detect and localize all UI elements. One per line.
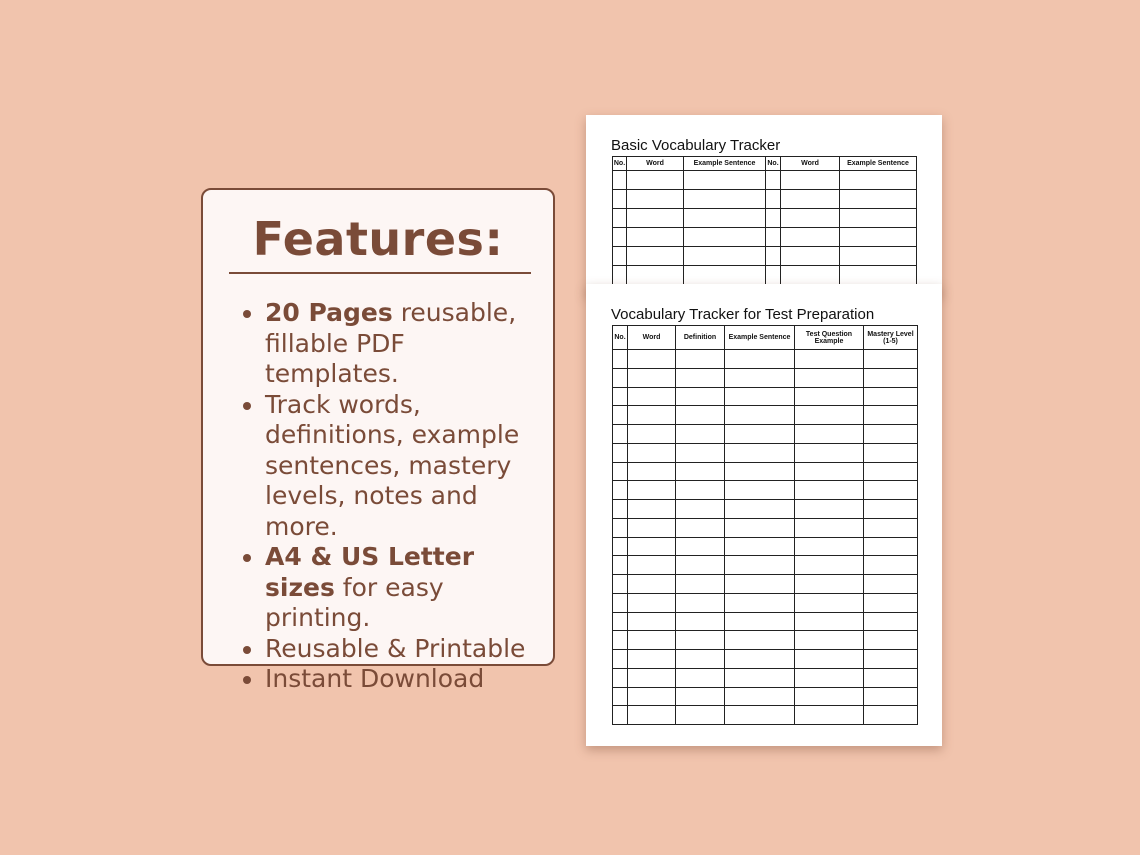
- blank-cell: [613, 500, 628, 519]
- blank-cell: [795, 425, 864, 444]
- blank-cell: [795, 612, 864, 631]
- blank-cell: [627, 266, 684, 285]
- sheet-title: Vocabulary Tracker for Test Preparation: [611, 306, 875, 323]
- blank-cell: [725, 500, 795, 519]
- blank-cell: [676, 687, 725, 706]
- feature-list: [243, 298, 545, 695]
- table-row: [613, 425, 918, 444]
- table-row: [613, 481, 918, 500]
- column-header: Word: [627, 157, 684, 171]
- blank-cell: [676, 706, 725, 725]
- blank-cell: [628, 668, 676, 687]
- sheet-title: Basic Vocabulary Tracker: [611, 137, 781, 154]
- blank-cell: [613, 368, 628, 387]
- blank-cell: [725, 687, 795, 706]
- blank-cell: [840, 266, 917, 285]
- table-row: [613, 575, 918, 594]
- blank-cell: [725, 537, 795, 556]
- blank-cell: [613, 687, 628, 706]
- blank-cell: [676, 518, 725, 537]
- blank-cell: [676, 556, 725, 575]
- blank-cell: [725, 518, 795, 537]
- blank-cell: [795, 350, 864, 369]
- blank-cell: [676, 462, 725, 481]
- blank-cell: [781, 266, 840, 285]
- blank-cell: [766, 247, 781, 266]
- feature-item: Instant Download: [243, 664, 545, 695]
- blank-cell: [725, 668, 795, 687]
- blank-cell: [725, 406, 795, 425]
- blank-cell: [684, 190, 766, 209]
- blank-cell: [613, 631, 628, 650]
- blank-cell: [676, 350, 725, 369]
- table-row: [613, 556, 918, 575]
- blank-cell: [725, 650, 795, 669]
- blank-cell: [795, 518, 864, 537]
- feature-item: A4 & US Letter sizes for easy printing.: [243, 542, 545, 634]
- blank-cell: [766, 228, 781, 247]
- blank-cell: [684, 171, 766, 190]
- table-row: [613, 266, 917, 285]
- blank-cell: [684, 266, 766, 285]
- blank-cell: [781, 247, 840, 266]
- blank-cell: [613, 556, 628, 575]
- blank-cell: [725, 350, 795, 369]
- blank-cell: [725, 368, 795, 387]
- blank-cell: [766, 190, 781, 209]
- table-row: [613, 209, 917, 228]
- table-row: [613, 368, 918, 387]
- blank-cell: [676, 500, 725, 519]
- test-prep-tracker-table: [612, 325, 918, 725]
- table-row: [613, 462, 918, 481]
- blank-cell: [613, 706, 628, 725]
- blank-cell: [725, 387, 795, 406]
- blank-cell: [795, 387, 864, 406]
- blank-cell: [676, 631, 725, 650]
- blank-cell: [840, 247, 917, 266]
- blank-cell: [613, 575, 628, 594]
- table-row: [613, 500, 918, 519]
- feature-item: 20 Pages reusable, fillable PDF templates.: [243, 298, 545, 390]
- blank-cell: [613, 518, 628, 537]
- column-header: Word: [628, 326, 676, 350]
- blank-cell: [628, 481, 676, 500]
- blank-cell: [864, 706, 918, 725]
- table-row: [613, 247, 917, 266]
- column-header: Example Sentence: [725, 326, 795, 350]
- blank-cell: [864, 481, 918, 500]
- blank-cell: [613, 209, 627, 228]
- table-row: [613, 518, 918, 537]
- blank-cell: [613, 406, 628, 425]
- blank-cell: [781, 209, 840, 228]
- table-row: [613, 668, 918, 687]
- blank-cell: [676, 537, 725, 556]
- blank-cell: [864, 500, 918, 519]
- blank-cell: [628, 368, 676, 387]
- blank-cell: [628, 593, 676, 612]
- blank-cell: [864, 368, 918, 387]
- table-row: [613, 631, 918, 650]
- blank-cell: [628, 612, 676, 631]
- blank-cell: [795, 593, 864, 612]
- blank-cell: [613, 668, 628, 687]
- blank-cell: [795, 556, 864, 575]
- table-row: [613, 387, 918, 406]
- blank-cell: [676, 668, 725, 687]
- blank-cell: [864, 631, 918, 650]
- blank-cell: [627, 171, 684, 190]
- table-row: [613, 350, 918, 369]
- blank-cell: [613, 228, 627, 247]
- blank-cell: [864, 556, 918, 575]
- feature-item: Reusable & Printable: [243, 634, 545, 665]
- blank-cell: [684, 209, 766, 228]
- table-row: [613, 171, 917, 190]
- blank-cell: [628, 443, 676, 462]
- blank-cell: [781, 228, 840, 247]
- blank-cell: [864, 387, 918, 406]
- blank-cell: [864, 593, 918, 612]
- column-header: Test Question Example: [795, 326, 864, 350]
- features-title: Features:: [252, 212, 504, 266]
- blank-cell: [795, 650, 864, 669]
- blank-cell: [628, 650, 676, 669]
- blank-cell: [613, 190, 627, 209]
- blank-cell: [676, 443, 725, 462]
- column-header: No.: [766, 157, 781, 171]
- blank-cell: [684, 247, 766, 266]
- blank-cell: [676, 387, 725, 406]
- blank-cell: [725, 443, 795, 462]
- blank-cell: [840, 190, 917, 209]
- blank-cell: [725, 575, 795, 594]
- feature-item: Track words, definitions, example sentences, mastery levels, notes and more.: [243, 390, 545, 543]
- basic-tracker-table: [612, 156, 917, 295]
- blank-cell: [864, 668, 918, 687]
- blank-cell: [864, 443, 918, 462]
- blank-cell: [613, 462, 628, 481]
- column-header: No.: [613, 157, 627, 171]
- blank-cell: [795, 575, 864, 594]
- title-divider: [229, 272, 531, 274]
- table-row: [613, 612, 918, 631]
- blank-cell: [864, 462, 918, 481]
- table-row: [613, 228, 917, 247]
- basic-tracker-sheet: [586, 115, 942, 295]
- blank-cell: [864, 575, 918, 594]
- column-header: Example Sentence: [684, 157, 766, 171]
- blank-cell: [864, 650, 918, 669]
- blank-cell: [628, 631, 676, 650]
- blank-cell: [613, 387, 628, 406]
- blank-cell: [676, 593, 725, 612]
- table-row: [613, 190, 917, 209]
- table-row: [613, 593, 918, 612]
- blank-cell: [628, 706, 676, 725]
- blank-cell: [864, 350, 918, 369]
- blank-cell: [613, 650, 628, 669]
- features-card: [201, 188, 555, 693]
- blank-cell: [628, 462, 676, 481]
- blank-cell: [627, 190, 684, 209]
- blank-cell: [627, 247, 684, 266]
- blank-cell: [676, 650, 725, 669]
- blank-cell: [725, 593, 795, 612]
- blank-cell: [613, 593, 628, 612]
- blank-cell: [628, 500, 676, 519]
- table-row: [613, 650, 918, 669]
- blank-cell: [725, 481, 795, 500]
- blank-cell: [676, 368, 725, 387]
- blank-cell: [684, 228, 766, 247]
- blank-cell: [781, 190, 840, 209]
- blank-cell: [795, 668, 864, 687]
- table-row: [613, 706, 918, 725]
- blank-cell: [795, 368, 864, 387]
- blank-cell: [725, 631, 795, 650]
- blank-cell: [613, 247, 627, 266]
- blank-cell: [725, 706, 795, 725]
- blank-cell: [725, 612, 795, 631]
- blank-cell: [795, 500, 864, 519]
- column-header: Definition: [676, 326, 725, 350]
- blank-cell: [795, 462, 864, 481]
- column-header: Word: [781, 157, 840, 171]
- blank-cell: [864, 687, 918, 706]
- blank-cell: [676, 425, 725, 444]
- blank-cell: [628, 406, 676, 425]
- blank-cell: [840, 171, 917, 190]
- blank-cell: [766, 171, 781, 190]
- blank-cell: [864, 425, 918, 444]
- blank-cell: [676, 406, 725, 425]
- blank-cell: [628, 425, 676, 444]
- blank-cell: [628, 518, 676, 537]
- blank-cell: [795, 706, 864, 725]
- blank-cell: [613, 266, 627, 285]
- blank-cell: [840, 228, 917, 247]
- blank-cell: [627, 228, 684, 247]
- blank-cell: [628, 687, 676, 706]
- blank-cell: [864, 612, 918, 631]
- blank-cell: [781, 171, 840, 190]
- blank-cell: [864, 537, 918, 556]
- blank-cell: [613, 425, 628, 444]
- table-row: [613, 443, 918, 462]
- blank-cell: [864, 406, 918, 425]
- table-row: [613, 687, 918, 706]
- blank-cell: [613, 443, 628, 462]
- blank-cell: [676, 575, 725, 594]
- table-row: [613, 537, 918, 556]
- blank-cell: [676, 612, 725, 631]
- blank-cell: [766, 209, 781, 228]
- blank-cell: [627, 209, 684, 228]
- blank-cell: [628, 537, 676, 556]
- blank-cell: [795, 481, 864, 500]
- blank-cell: [795, 406, 864, 425]
- blank-cell: [725, 462, 795, 481]
- blank-cell: [795, 537, 864, 556]
- blank-cell: [725, 556, 795, 575]
- blank-cell: [766, 266, 781, 285]
- blank-cell: [628, 387, 676, 406]
- column-header: No.: [613, 326, 628, 350]
- blank-cell: [795, 687, 864, 706]
- column-header: Example Sentence: [840, 157, 917, 171]
- table-row: [613, 406, 918, 425]
- blank-cell: [613, 350, 628, 369]
- blank-cell: [613, 537, 628, 556]
- blank-cell: [676, 481, 725, 500]
- blank-cell: [613, 481, 628, 500]
- blank-cell: [628, 350, 676, 369]
- blank-cell: [795, 631, 864, 650]
- blank-cell: [840, 209, 917, 228]
- blank-cell: [864, 518, 918, 537]
- blank-cell: [628, 556, 676, 575]
- blank-cell: [613, 171, 627, 190]
- blank-cell: [725, 425, 795, 444]
- blank-cell: [795, 443, 864, 462]
- column-header: Mastery Level (1-5): [864, 326, 918, 350]
- blank-cell: [613, 612, 628, 631]
- test-prep-tracker-sheet: [586, 284, 942, 746]
- blank-cell: [628, 575, 676, 594]
